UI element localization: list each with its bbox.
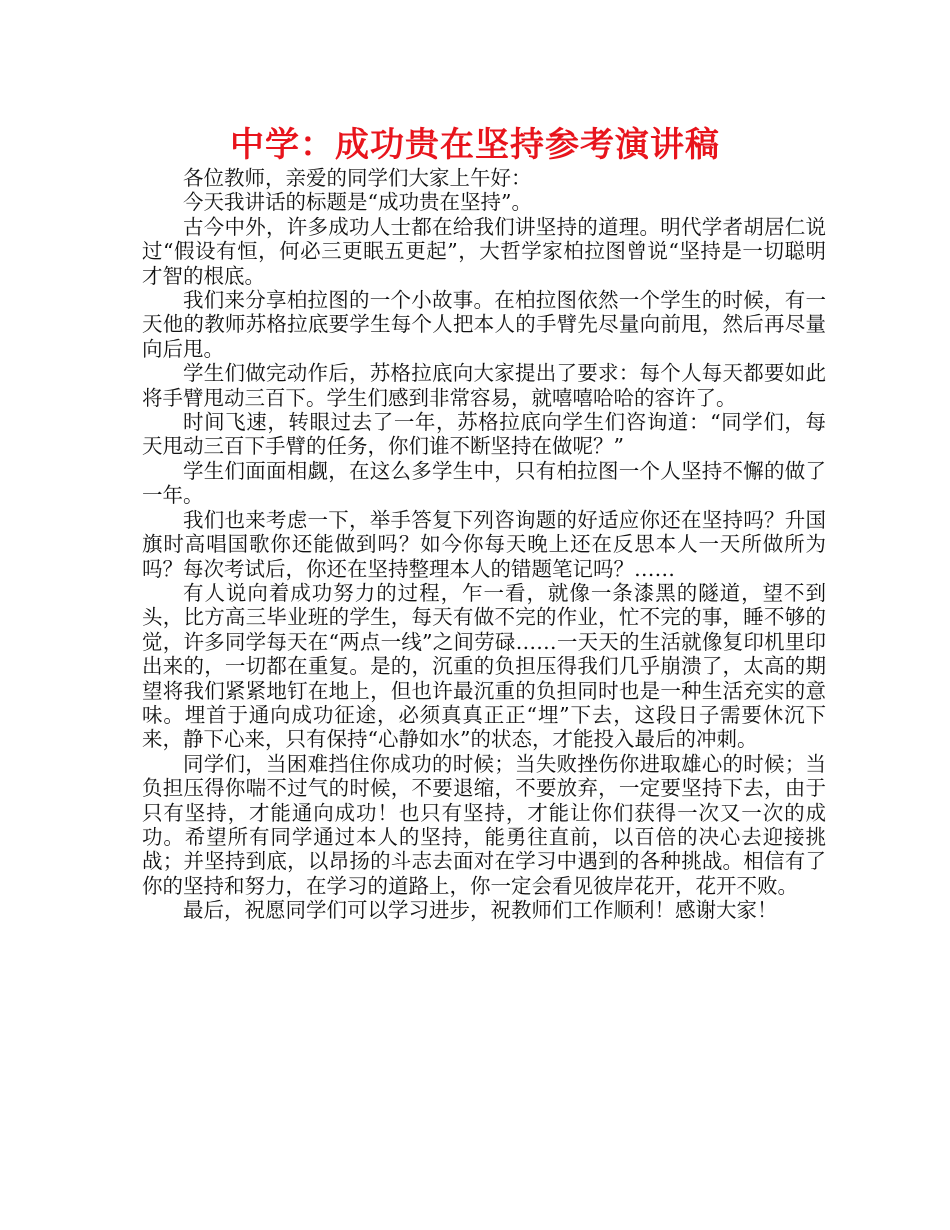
paragraph-tunnel: 有人说向着成功努力的过程，乍一看，就像一条漆黑的隧道，望不到头，比方高三毕业班的学生，每天有做不完的作业，忙不完的事，睡不够的觉，许多同学每天在“两点一线”之间劳碌……一天天的生活就像复印机里印出来的，一切都在重复。是的，沉重的负担压得我们几乎崩溃了，太高的期望将我们紧紧地钉在地上，但也许最沉重的负担同时也是一种生活充实的意味。埋首于通向成功征途，必须真真正正“埋”下去，这段日子需要休沉下来，静下心来，只有保持“心静如水”的状态，才能投入最后的冲刺。 (142, 580, 826, 752)
paragraph-quotes: 古今中外，许多成功人士都在给我们讲坚持的道理。明代学者胡居仁说过“假设有恒，何必三更眠五更起”，大哲学家柏拉图曾说“坚持是一切聪明才智的根底。 (142, 214, 826, 288)
paragraph-story-question: 时间飞速，转眼过去了一年，苏格拉底向学生们咨询道：“同学们，每天甩动三百下手臂的任务，你们谁不断坚持在做呢？” (142, 410, 826, 459)
paragraph-story-task: 学生们做完动作后，苏格拉底向大家提出了要求：每个人每天都要如此将手臂甩动三百下。学生们感到非常容易，就嘻嘻哈哈的容许了。 (142, 361, 826, 410)
paragraph-reflection: 我们也来考虑一下，举手答复下列咨询题的好适应你还在坚持吗？升国旗时高唱国歌你还能做到吗？如今你每天晚上还在反思本人一天所做所为吗？每次考试后，你还在坚持整理本人的错题笔记吗？…… (142, 507, 826, 581)
paragraph-encouragement: 同学们，当困难挡住你成功的时候；当失败挫伤你进取雄心的时候；当负担压得你喘不过气的时候，不要退缩，不要放弃，一定要坚持下去，由于只有坚持，才能通向成功！也只有坚持，才能让你们获得一次又一次的成功。希望所有同学通过本人的坚持，能勇往直前，以百倍的决心去迎接挑战；并坚持到底，以昂扬的斗志去面对在学习中遇到的各种挑战。相信有了你的坚持和努力，在学习的道路上，你一定会看见彼岸花开，花开不败。 (142, 751, 826, 898)
paragraph-story-result: 学生们面面相觑，在这么多学生中，只有柏拉图一个人坚持不懈的做了一年。 (142, 458, 826, 508)
paragraph-story-intro: 我们来分享柏拉图的一个小故事。在柏拉图依然一个学生的时候，有一天他的教师苏格拉底要学生每个人把本人的手臂先尽量向前甩，然后再尽量向后甩。 (142, 288, 826, 361)
paragraph-closing: 最后，祝愿同学们可以学习进步，祝教师们工作顺利！感谢大家！ (183, 898, 778, 923)
document-title: 中学：成功贵在坚持参考演讲稿 (230, 125, 720, 165)
paragraph-topic: 今天我讲话的标题是“成功贵在坚持”。 (183, 190, 532, 215)
document-body (142, 166, 826, 923)
paragraph-greeting: 各位教师，亲爱的同学们大家上午好： (183, 166, 532, 190)
